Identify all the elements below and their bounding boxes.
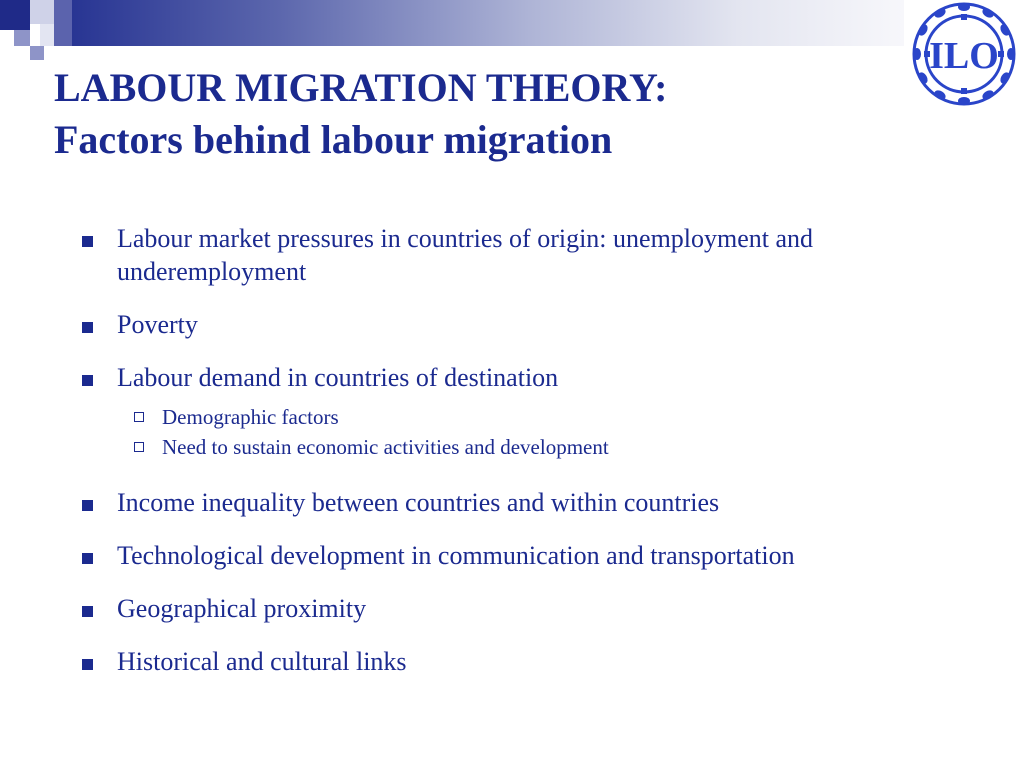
- hollow-square-bullet-icon: [134, 412, 144, 422]
- sub-bullet-text: Demographic factors: [162, 405, 339, 429]
- bullet-text: Income inequality between countries and within countries: [117, 488, 720, 517]
- decor-square: [40, 24, 54, 46]
- sub-bullet-item: [78, 402, 978, 432]
- logo-text: ILO: [929, 35, 999, 77]
- square-bullet-icon: [82, 553, 93, 564]
- square-bullet-icon: [82, 322, 93, 333]
- decor-square: [14, 30, 30, 46]
- bullet-text: Technological development in communication and transportation: [117, 541, 795, 570]
- bullet-item: [78, 645, 978, 678]
- square-bullet-icon: [82, 236, 93, 247]
- square-bullet-icon: [82, 606, 93, 617]
- square-bullet-icon: [82, 500, 93, 511]
- sub-bullet-text: Need to sustain economic activities and development: [162, 435, 609, 459]
- bullet-item: [78, 539, 978, 572]
- bullet-text: Labour market pressures in countries of origin: unemployment and underemployment: [117, 224, 814, 286]
- bullet-text: Poverty: [117, 310, 198, 339]
- bullet-list: [78, 222, 978, 698]
- bullet-item: [78, 592, 978, 625]
- ilo-logo: [904, 0, 1024, 110]
- header-gradient-band: [72, 0, 904, 46]
- bullet-item: [78, 361, 978, 394]
- decor-square: [30, 46, 44, 60]
- title-line-2: Factors behind labour migration: [54, 117, 613, 162]
- hollow-square-bullet-icon: [134, 442, 144, 452]
- bullet-text: Geographical proximity: [117, 594, 367, 623]
- bullet-item: [78, 222, 978, 288]
- slide-title: [54, 62, 894, 166]
- ilo-logo-icon: [904, 0, 1024, 110]
- square-bullet-icon: [82, 659, 93, 670]
- bullet-item: [78, 308, 978, 341]
- square-bullet-icon: [82, 375, 93, 386]
- decor-square: [54, 0, 72, 46]
- sub-bullet-list: [78, 402, 978, 462]
- bullet-item: [78, 486, 978, 519]
- bullet-text: Labour demand in countries of destination: [117, 363, 559, 392]
- decor-square: [30, 0, 54, 24]
- title-line-1: LABOUR MIGRATION THEORY:: [54, 65, 668, 110]
- bullet-text: Historical and cultural links: [117, 647, 407, 676]
- sub-bullet-item: [78, 432, 978, 462]
- decor-square: [0, 0, 30, 30]
